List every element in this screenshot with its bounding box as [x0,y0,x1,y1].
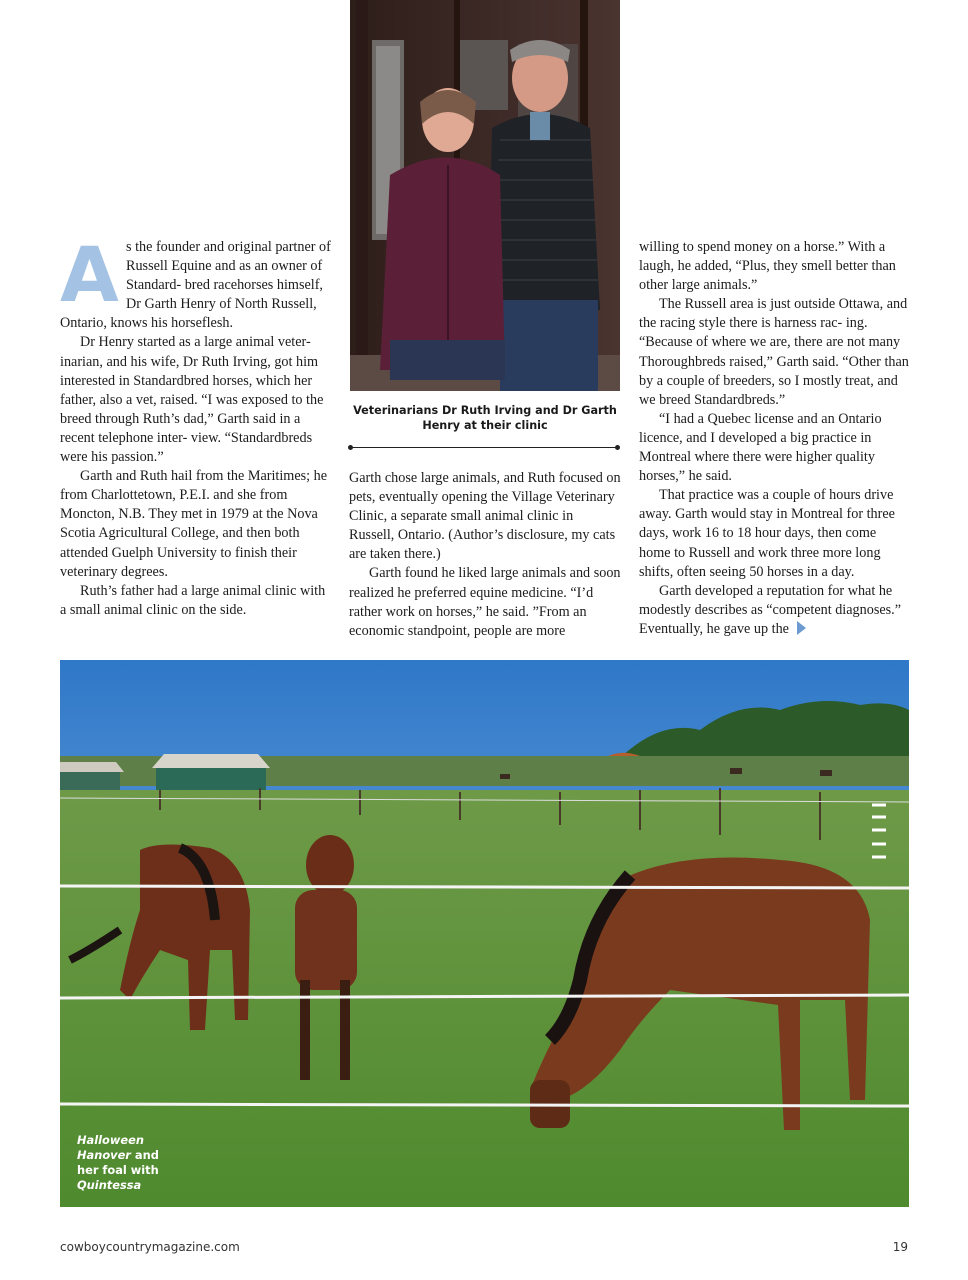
article-column-1 [60,230,332,620]
paragraph: “I had a Quebec license and an Ontario licence, and I developed a big practice in Montreal where there were higher quality horses,” he said. [639,410,882,485]
photo-top-caption: Veterinarians Dr Ruth Irving and Dr Garth Henry at their clinic [353,404,617,432]
paragraph: Garth chose large animals, and Ruth focused on pets, eventually opening the Village Veterinary Clinic, a separate small animal clinic in Russell, Ontario. (Author’s disclosure, my cats are taken there.) [349,470,621,563]
paragraph-text: Garth developed a reputation for what he modestly describes as “competent diagnoses.” Eventually, he gave up the [639,582,901,637]
caption-divider [350,447,618,448]
paragraph: Dr Henry started as a large animal veter- inarian, and his wife, Dr Ruth Irving, got him interested in Standardbred horses, which her father, also a vet, raised. “I was exposed to the breed through Ruth’s dad,” Garth said in a recent telephone inter- view. “Standardbreds were his passion.” [60,334,324,466]
photo-horses [60,660,909,1207]
photo-veterinarians [350,0,620,391]
footer-website: cowboycountrymagazine.com [60,1240,240,1254]
caption-text: and her foal with [77,1148,159,1177]
paragraph: Garth found he liked large animals and soon realized he preferred equine medicine. “I’d rather work on horses,” he said. ”From an economic standpoint, people are more [349,565,621,639]
article-column-3 [639,238,911,639]
caption-horse-name: Halloween Hanover [77,1133,144,1162]
paragraph: Ruth’s father had a large animal clinic with a small animal clinic on the side. [60,582,326,618]
photo-veterinarians-graphic [350,0,620,391]
continue-arrow-icon [797,621,806,635]
paragraph: The Russell area is just outside Ottawa, and the racing style there is harness rac- ing. “Because of where we are, there are not many Thoroughbreds raised,” Garth said. “Other than by a couple of breeders, so I mostly treat, and we breed Standardbreds.” [639,296,909,408]
caption-foal-name: Quintessa [77,1178,142,1192]
drop-cap: A [60,230,119,319]
page-number: 19 [892,1240,908,1254]
photo-bottom-caption [77,1133,167,1193]
photo-horses-graphic [60,660,909,1207]
paragraph: That practice was a couple of hours drive away. Garth would stay in Montreal for three days, work 16 to 18 hour days, then come home to Russell and work three more long shifts, often seeing 50 horses in a day. [639,487,895,580]
paragraph: willing to spend money on a horse.” With a laugh, he added, “Plus, they smell better than other large animals.” [639,239,896,294]
paragraph: s the founder and original partner of Russell Equine and as an owner of Standard- bred racehorses himself, Dr Garth Henry of North Russell, Ontario, knows his horseflesh. [60,239,331,332]
article-column-2 [349,469,621,641]
paragraph [639,582,911,639]
paragraph: Garth and Ruth hail from the Maritimes; he from Charlottetown, P.E.I. and she from Moncton, N.B. They met in 1979 at the Nova Scotia Agricultural College, and then both attended Guelph University to finish their veterinary degrees. [60,468,328,580]
